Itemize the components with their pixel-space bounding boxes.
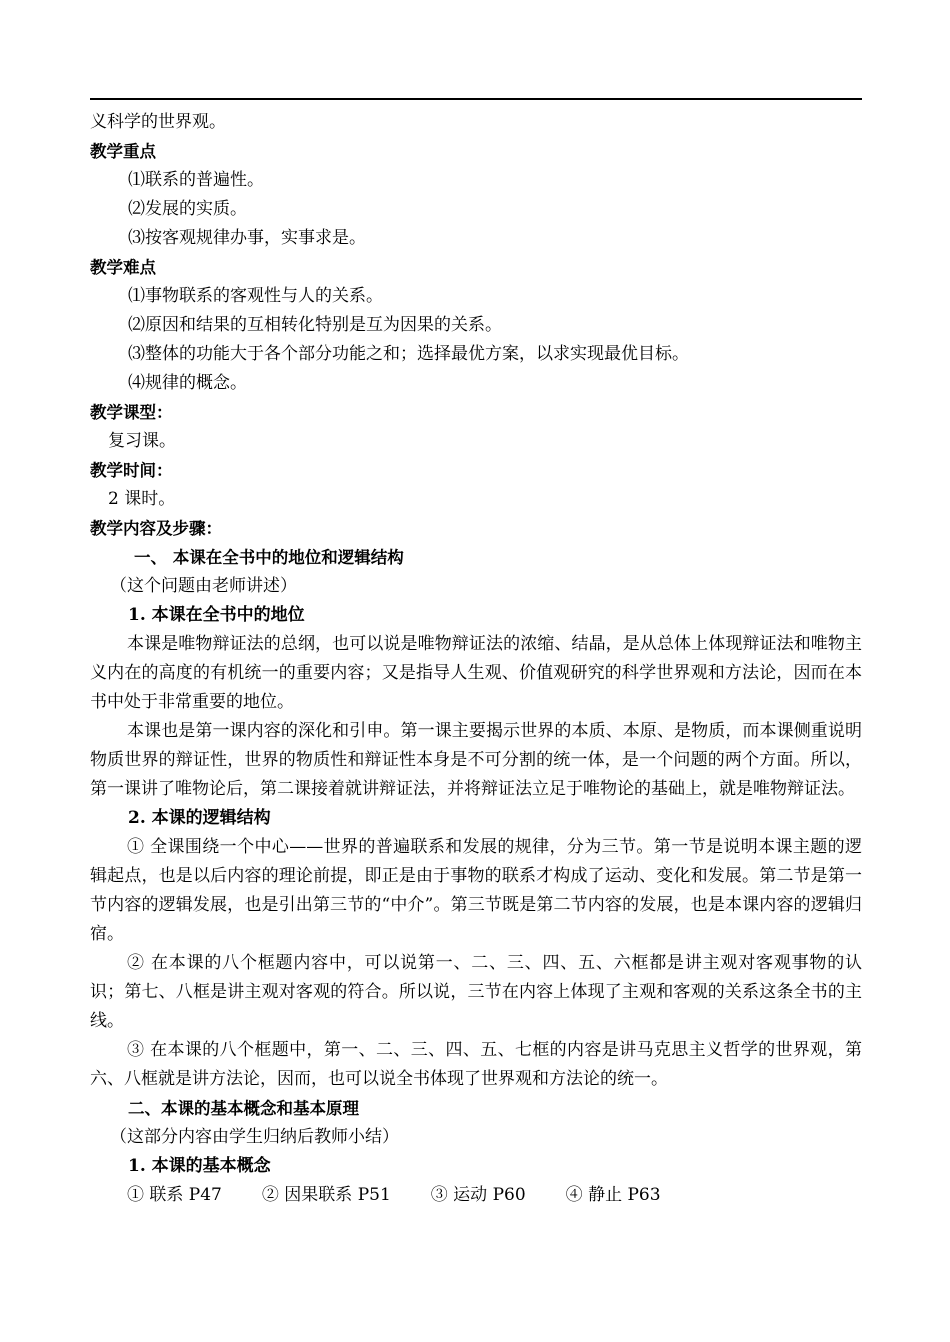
lesson-type-value: 复习课。 [108,431,176,451]
section1-title: 一、 本课在全书中的地位和逻辑结构 [134,548,404,567]
difficulty-item: ⑴事物联系的客观性与人的关系。 [128,286,383,306]
lesson-time-heading: 教学时间： [90,461,173,480]
section2-sub1-title: 1. 本课的基本概念 [128,1156,271,1176]
section1-sub1-para: 本课也是第一课内容的深化和引申。第一课主要揭示世界的本质、本原、是物质，而本课侧重说明物质世界的辩证性，世界的物质性和辩证性本身是不可分割的统一体，是一个问题的两个方面。所以，第一课讲了唯物论后，第二课接着就讲辩证法，并将辩证法立足于唯物论的基础上，就是唯物辩证法。 [90,721,862,799]
difficulty-item: ⑷规律的概念。 [128,373,247,393]
lesson-time-value: 2 课时。 [108,489,176,509]
difficulty-item: ⑶整体的功能大于各个部分功能之和；选择最优方案，以求实现最优目标。 [128,344,689,364]
concept-item: ① 联系 P47 [127,1185,222,1205]
difficulty-item: ⑵原因和结果的互相转化特别是互为因果的关系。 [128,315,502,335]
lesson-type-heading: 教学课型： [90,403,173,422]
header-rule [90,98,862,100]
section2-title: 二、本课的基本概念和基本原理 [128,1099,359,1118]
section1-sub2-para: ① 全课围绕一个中心——世界的普遍联系和发展的规律，分为三节。第一节是说明本课主题的逻辑起点，也是以后内容的理论前提，即正是由于事物的联系才构成了运动、变化和发展。第二节是第一节内容的逻辑发展，也是引出第三节的“中介”。第三节既是第二节内容的发展，也是本课内容的逻辑归宿。 [90,837,862,944]
section1-note: （这个问题由老师讲述） [110,576,297,596]
concept-item: ② 因果联系 P51 [261,1185,391,1205]
section1-sub2-para: ② 在本课的八个框题内容中，可以说第一、二、三、四、五、六框都是讲主观对客观事物的认识；第七、八框是讲主观对客观的符合。所以说，三节在内容上体现了主观和客观的关系这条全书的主线。 [90,953,862,1031]
intro-tail: 义科学的世界观。 [90,112,226,132]
section1-sub2-para: ③ 在本课的八个框题中，第一、二、三、四、五、七框的内容是讲马克思主义哲学的世界观，第六、八框就是讲方法论，因而，也可以说全书体现了世界观和方法论的统一。 [90,1040,862,1089]
section1-sub2-title: 2. 本课的逻辑结构 [128,808,271,828]
document-body [90,108,862,1210]
key-points-heading: 教学重点 [90,142,156,161]
concept-item: ③ 运动 P60 [430,1185,526,1205]
difficulties-heading: 教学难点 [90,258,156,277]
key-point-item: ⑶按客观规律办事，实事求是。 [128,228,366,248]
section1-sub1-para: 本课是唯物辩证法的总纲，也可以说是唯物辩证法的浓缩、结晶，是从总体上体现辩证法和唯物主义内在的高度的有机统一的重要内容；又是指导人生观、价值观研究的科学世界观和方法论，因而在本书中处于非常重要的地位。 [90,634,862,712]
section1-sub1-title: 1. 本课在全书中的地位 [128,605,305,625]
content-heading: 教学内容及步骤： [90,519,222,538]
key-point-item: ⑴联系的普遍性。 [128,170,264,190]
concept-item: ④ 静止 P63 [565,1185,661,1205]
key-point-item: ⑵发展的实质。 [128,199,247,219]
concepts-list [90,1181,862,1210]
section2-note: （这部分内容由学生归纳后教师小结） [110,1127,399,1147]
